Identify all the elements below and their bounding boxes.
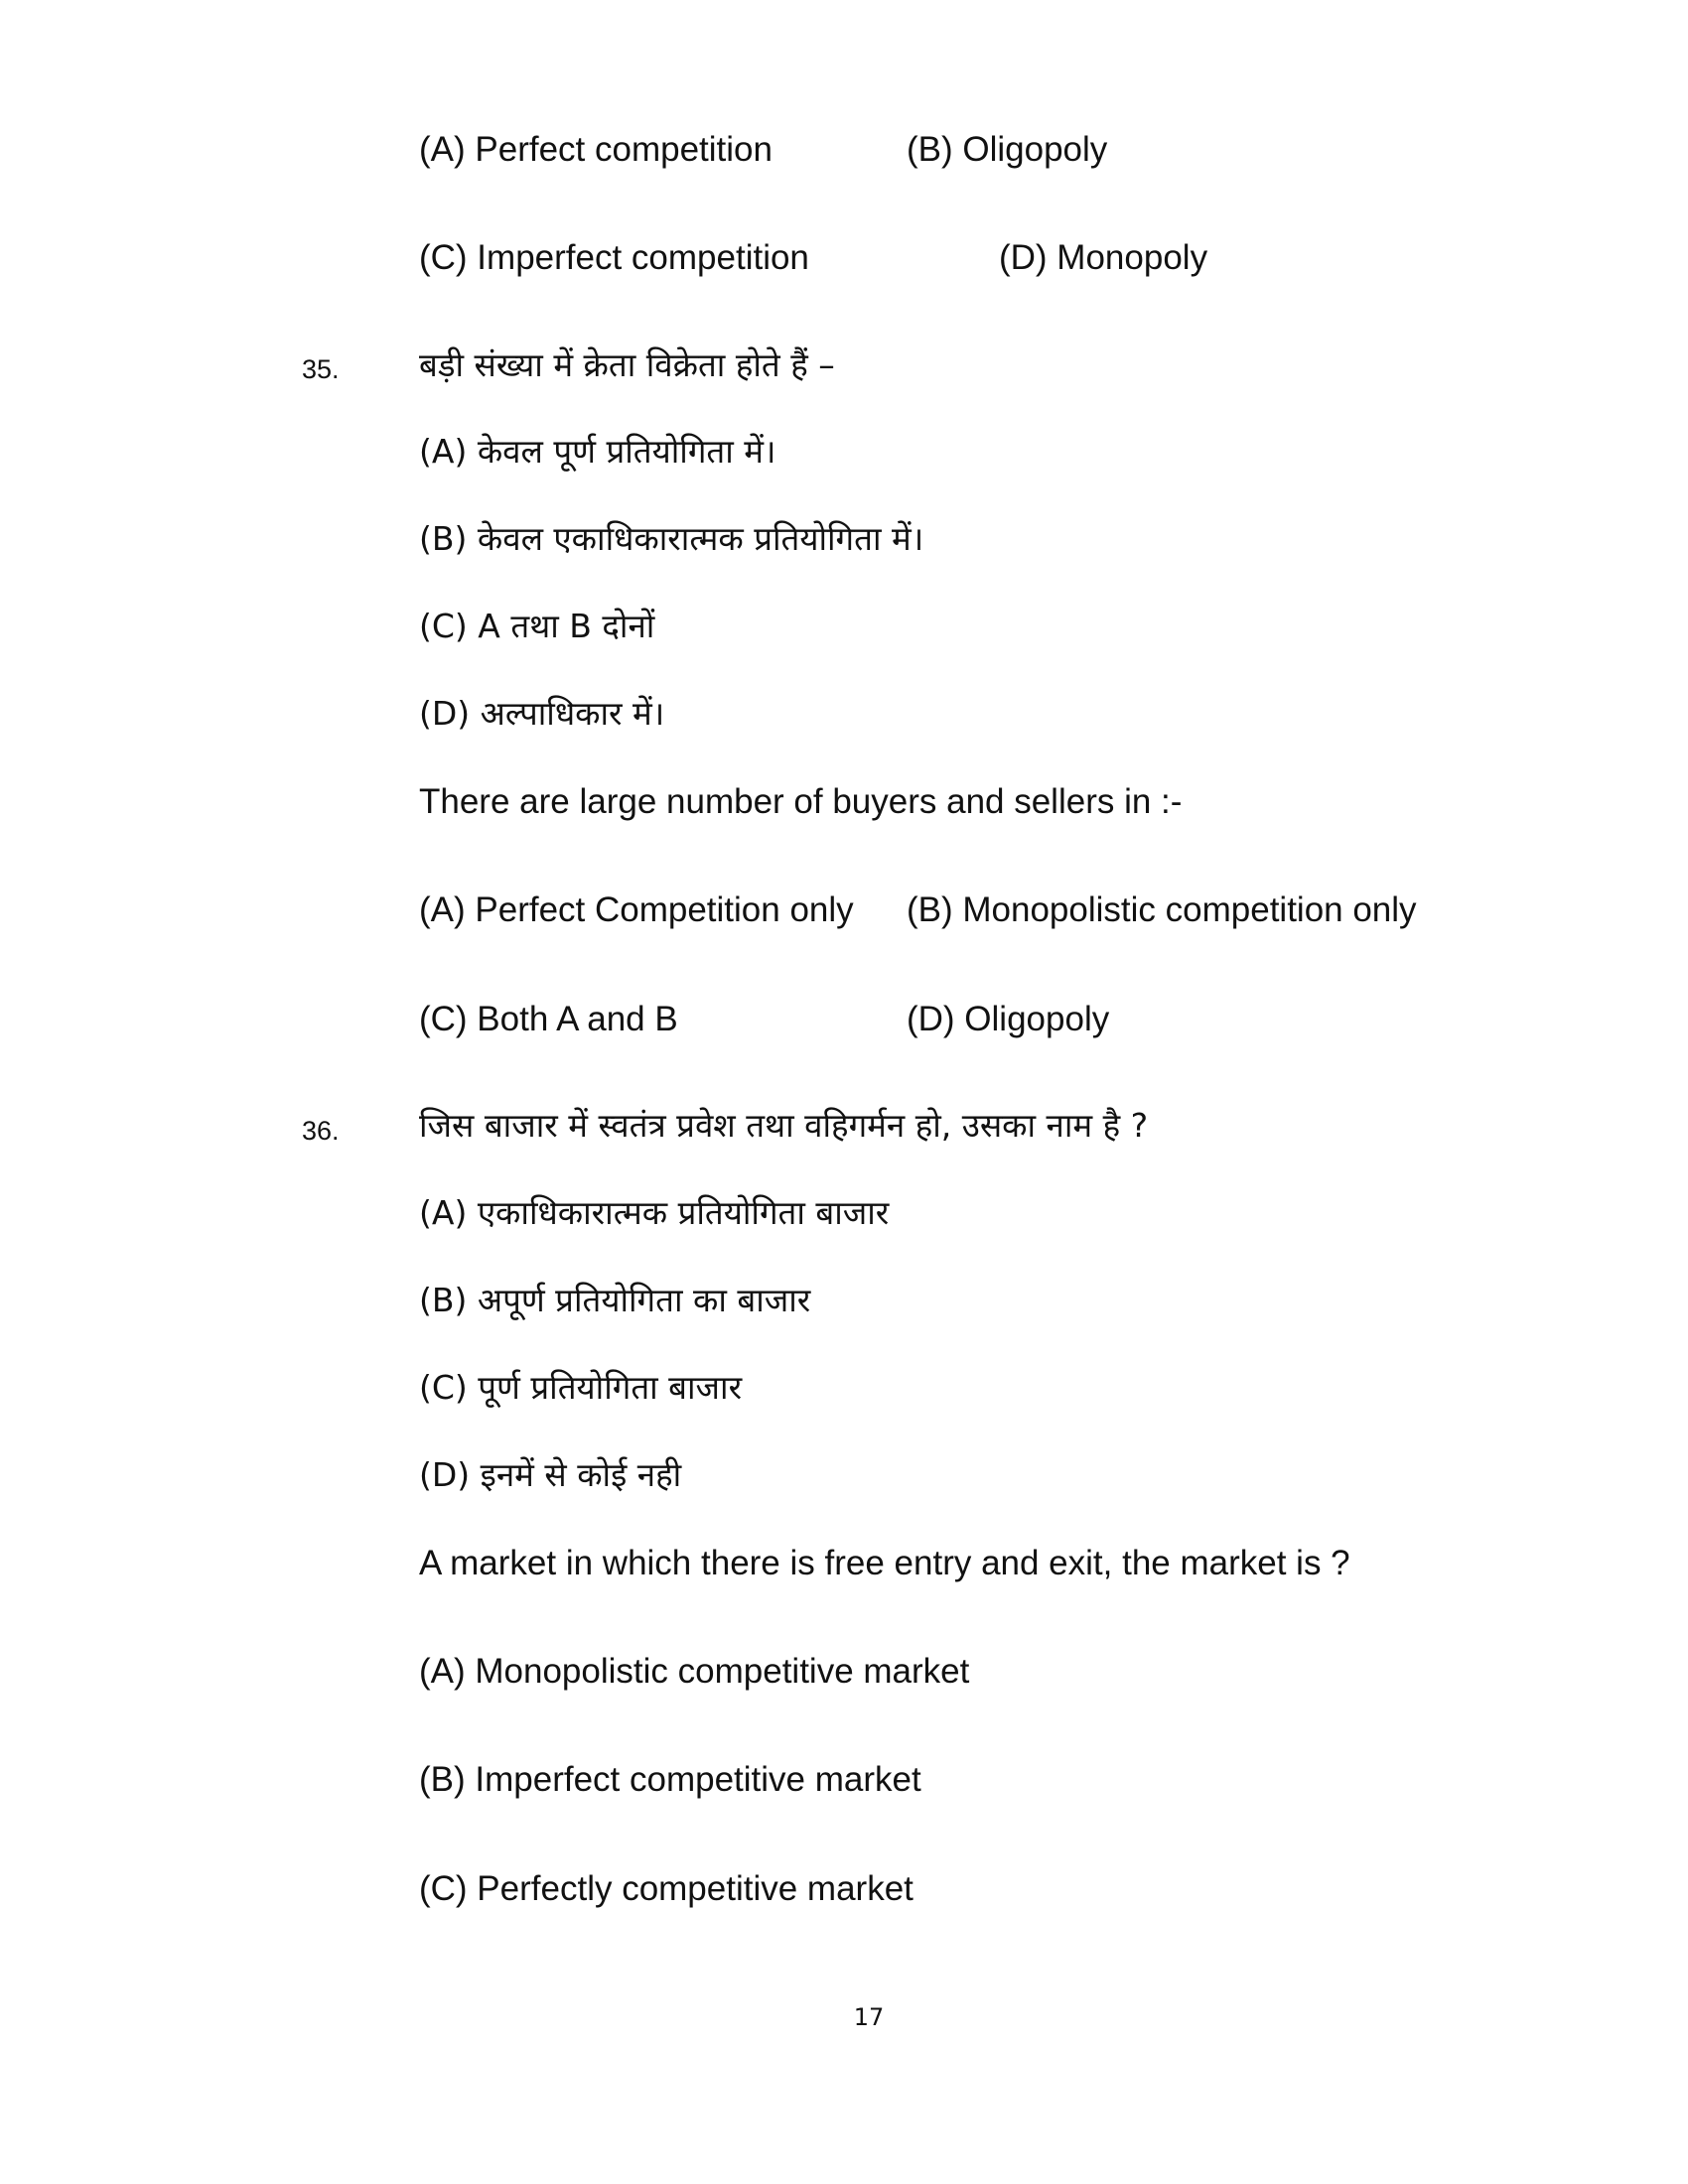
question-text-english: There are large number of buyers and sellers in :- [419,782,1183,821]
option-c-hindi: (C) A तथा B दोनों [419,607,655,645]
option-d: (D) Monopoly [999,238,1208,277]
question-text-hindi: जिस बाजार में स्वतंत्र प्रवेश तथा वहिगर्मन हो, उसका नाम है ? [419,1106,1149,1145]
option-a-english: (A) Monopolistic competitive market [419,1652,970,1691]
option-a: (A) Perfect competition [419,130,773,169]
option-c-hindi: (C) पूर्ण प्रतियोगिता बाजार [419,1368,743,1407]
option-b-hindi: (B) केवल एकाधिकारात्मक प्रतियोगिता में। [419,519,924,558]
option-b: (B) Oligopoly [907,130,1108,169]
option-a-hindi: (A) केवल पूर्ण प्रतियोगिता में। [419,432,776,471]
option-c: (C) Imperfect competition [419,238,809,277]
option-b-hindi: (B) अपूर्ण प्रतियोगिता का बाजार [419,1281,811,1319]
question-number: 36. [302,1116,340,1146]
page-number: 17 [853,2003,885,2031]
question-text-english: A market in which there is free entry and exit, the market is ? [419,1544,1350,1582]
option-d-english: (D) Oligopoly [907,1000,1110,1038]
option-d-hindi: (D) अल्पाधिकार में। [419,694,665,733]
option-d-hindi: (D) इनमें से कोई नही [419,1455,682,1494]
question-text-hindi: बड़ी संख्या में क्रेता विक्रेता होते हैं – [419,345,835,384]
option-a-hindi: (A) एकाधिकारात्मक प्रतियोगिता बाजार [419,1193,890,1232]
option-c-english: (C) Both A and B [419,1000,678,1038]
option-b-english: (B) Monopolistic competition only [907,890,1417,929]
question-number: 35. [302,354,340,384]
option-a-english: (A) Perfect Competition only [419,890,854,929]
option-c-english: (C) Perfectly competitive market [419,1869,914,1908]
option-b-english: (B) Imperfect competitive market [419,1760,921,1799]
